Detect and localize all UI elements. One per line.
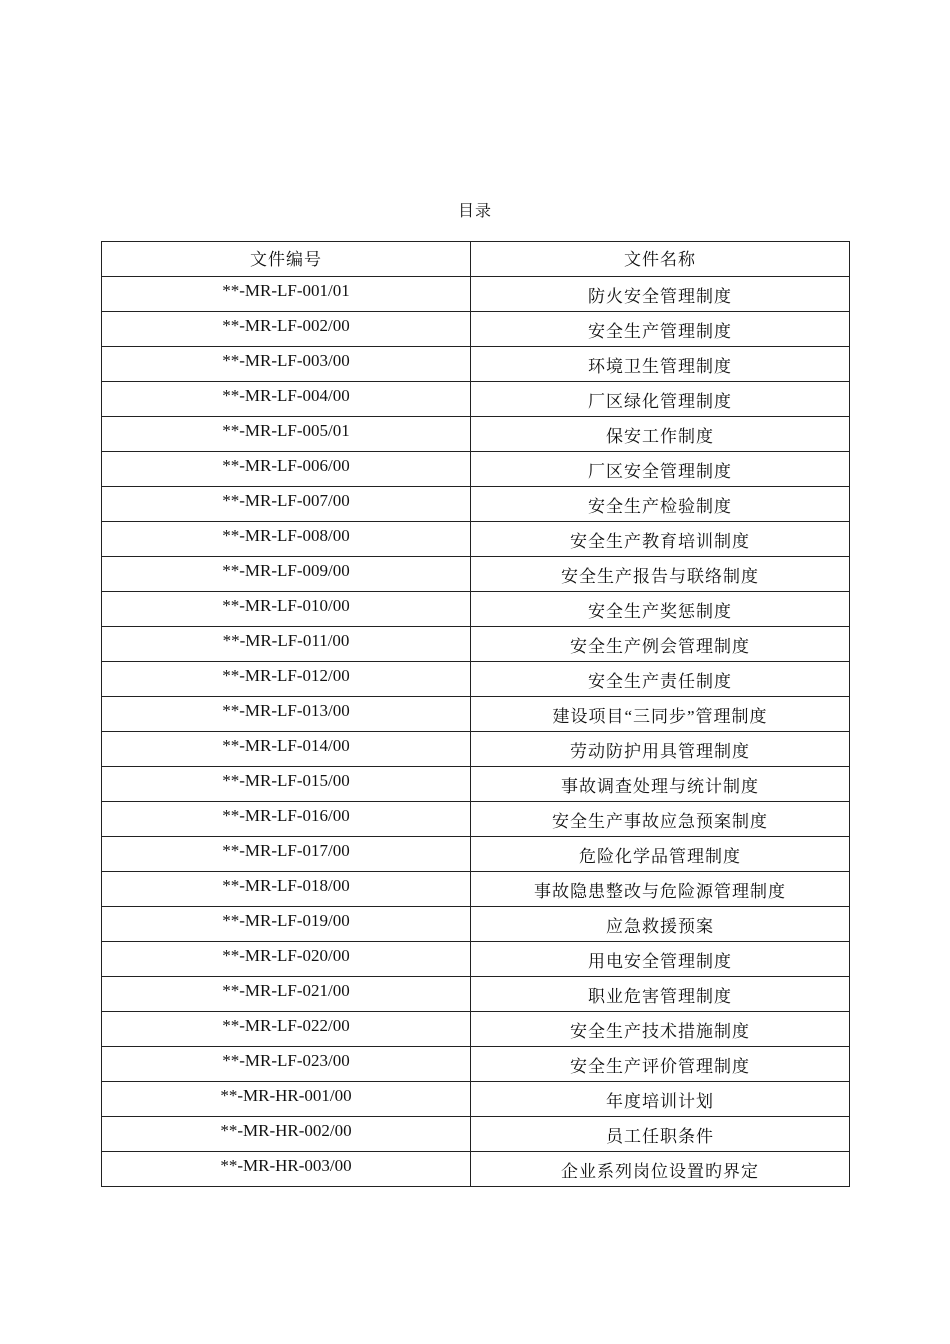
file-number-cell: **-MR-LF-022/00 — [102, 1012, 471, 1047]
file-name-cell: 防火安全管理制度 — [471, 277, 850, 312]
file-number-cell: **-MR-LF-012/00 — [102, 662, 471, 697]
table-row — [102, 487, 850, 522]
table-row — [102, 942, 850, 977]
file-number-cell: **-MR-LF-008/00 — [102, 522, 471, 557]
table-row — [102, 382, 850, 417]
file-name-cell: 劳动防护用具管理制度 — [471, 732, 850, 767]
table-row — [102, 1082, 850, 1117]
header-file-name: 文件名称 — [471, 242, 850, 277]
table-row — [102, 1047, 850, 1082]
file-number-cell: **-MR-LF-002/00 — [102, 312, 471, 347]
file-number-cell: **-MR-LF-010/00 — [102, 592, 471, 627]
file-number-cell: **-MR-LF-020/00 — [102, 942, 471, 977]
file-number-cell: **-MR-LF-015/00 — [102, 767, 471, 802]
table-row — [102, 627, 850, 662]
file-number-cell: **-MR-LF-014/00 — [102, 732, 471, 767]
file-name-cell: 安全生产报告与联络制度 — [471, 557, 850, 592]
file-name-cell: 环境卫生管理制度 — [471, 347, 850, 382]
table-row — [102, 557, 850, 592]
file-name-cell: 安全生产检验制度 — [471, 487, 850, 522]
page-title: 目录 — [457, 203, 492, 220]
table-row — [102, 837, 850, 872]
file-number-cell: **-MR-LF-005/01 — [102, 417, 471, 452]
file-name-cell: 安全生产事故应急预案制度 — [471, 802, 850, 837]
file-name-cell: 职业危害管理制度 — [471, 977, 850, 1012]
file-name-cell: 企业系列岗位设置旳界定 — [471, 1152, 850, 1187]
file-name-cell: 危险化学品管理制度 — [471, 837, 850, 872]
table-row — [102, 277, 850, 312]
table-row — [102, 592, 850, 627]
file-number-cell: **-MR-HR-003/00 — [102, 1152, 471, 1187]
file-number-cell: **-MR-LF-019/00 — [102, 907, 471, 942]
table-header-row — [102, 242, 850, 277]
file-name-cell: 安全生产奖惩制度 — [471, 592, 850, 627]
table-row — [102, 872, 850, 907]
file-number-cell: **-MR-LF-017/00 — [102, 837, 471, 872]
file-name-cell: 年度培训计划 — [471, 1082, 850, 1117]
table-row — [102, 662, 850, 697]
file-name-cell: 事故隐患整改与危险源管理制度 — [471, 872, 850, 907]
file-number-cell: **-MR-LF-007/00 — [102, 487, 471, 522]
file-number-cell: **-MR-LF-001/01 — [102, 277, 471, 312]
file-number-cell: **-MR-LF-016/00 — [102, 802, 471, 837]
file-number-cell: **-MR-HR-002/00 — [102, 1117, 471, 1152]
table-row — [102, 452, 850, 487]
file-name-cell: 厂区安全管理制度 — [471, 452, 850, 487]
file-name-cell: 事故调查处理与统计制度 — [471, 767, 850, 802]
file-name-cell: 安全生产例会管理制度 — [471, 627, 850, 662]
table-row — [102, 522, 850, 557]
table-row — [102, 1152, 850, 1187]
file-name-cell: 安全生产管理制度 — [471, 312, 850, 347]
table-row — [102, 312, 850, 347]
file-number-cell: **-MR-LF-004/00 — [102, 382, 471, 417]
table-row — [102, 767, 850, 802]
file-name-cell: 厂区绿化管理制度 — [471, 382, 850, 417]
table-row — [102, 732, 850, 767]
file-number-cell: **-MR-LF-009/00 — [102, 557, 471, 592]
file-number-cell: **-MR-LF-006/00 — [102, 452, 471, 487]
file-name-cell: 保安工作制度 — [471, 417, 850, 452]
file-name-cell: 安全生产评价管理制度 — [471, 1047, 850, 1082]
file-number-cell: **-MR-LF-013/00 — [102, 697, 471, 732]
file-name-cell: 安全生产责任制度 — [471, 662, 850, 697]
file-number-cell: **-MR-LF-018/00 — [102, 872, 471, 907]
table-row — [102, 907, 850, 942]
file-name-cell: 用电安全管理制度 — [471, 942, 850, 977]
table-row — [102, 977, 850, 1012]
table-row — [102, 417, 850, 452]
table-row — [102, 347, 850, 382]
file-number-cell: **-MR-LF-023/00 — [102, 1047, 471, 1082]
file-name-cell: 安全生产教育培训制度 — [471, 522, 850, 557]
file-name-cell: 建设项目“三同步”管理制度 — [471, 697, 850, 732]
file-name-cell: 应急救援预案 — [471, 907, 850, 942]
file-number-cell: **-MR-LF-011/00 — [102, 627, 471, 662]
file-number-cell: **-MR-LF-021/00 — [102, 977, 471, 1012]
table-row — [102, 802, 850, 837]
file-number-cell: **-MR-HR-001/00 — [102, 1082, 471, 1117]
table-row — [102, 1117, 850, 1152]
table-row — [102, 1012, 850, 1047]
file-name-cell: 安全生产技术措施制度 — [471, 1012, 850, 1047]
file-name-cell: 员工任职条件 — [471, 1117, 850, 1152]
toc-table — [101, 241, 850, 1187]
file-number-cell: **-MR-LF-003/00 — [102, 347, 471, 382]
header-file-number: 文件编号 — [102, 242, 471, 277]
table-row — [102, 697, 850, 732]
table-body — [102, 277, 850, 1187]
